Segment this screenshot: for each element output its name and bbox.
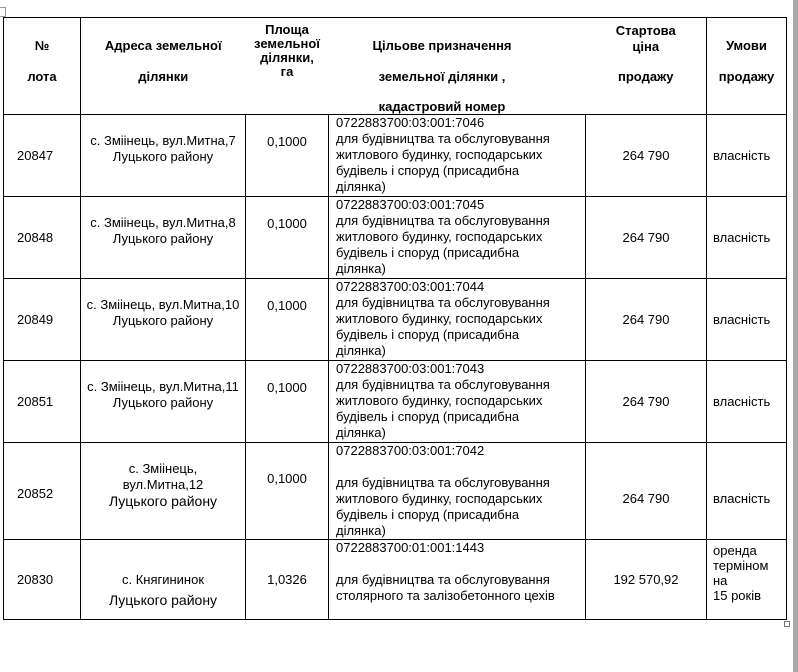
lot-price: 264 790 — [586, 115, 707, 197]
lot-terms: власність — [707, 279, 787, 361]
cadastral-number: 0722883700:03:001:7046 — [336, 115, 485, 130]
header-purpose-line3: кадастровий номер — [378, 99, 506, 114]
header-address — [81, 18, 246, 115]
lot-number: 20849 — [4, 279, 81, 361]
lot-terms: власність — [707, 115, 787, 197]
purpose-line: житлового будинку, господарських — [336, 393, 543, 408]
address-line: с. Зміінець, вул.Митна,7 — [90, 133, 236, 148]
lot-purpose — [329, 540, 586, 620]
lot-number: 20852 — [4, 443, 81, 540]
header-lot — [4, 18, 81, 115]
lot-area — [246, 115, 329, 197]
address-line: с. Княгининок — [121, 572, 205, 587]
area-value: 0,1000 — [267, 380, 307, 395]
cadastral-number: 0722883700:03:001:7045 — [336, 197, 485, 212]
lot-purpose — [329, 361, 586, 443]
purpose-line: житлового будинку, господарських — [336, 491, 543, 506]
lot-number: 20848 — [4, 197, 81, 279]
header-price-lines — [586, 23, 707, 55]
address-line: Луцького району — [112, 231, 214, 246]
purpose-line: для будівництва та обслуговування — [336, 295, 550, 310]
area-value: 1,0326 — [267, 572, 307, 587]
area-value: 0,1000 — [267, 471, 307, 486]
lot-terms: власність — [707, 361, 787, 443]
lot-address — [81, 443, 246, 540]
lot-address — [81, 115, 246, 197]
header-terms-line2: продажу — [718, 69, 775, 84]
purpose-line: ділянка) — [336, 261, 386, 276]
table-row — [4, 279, 787, 361]
purpose-line: для будівництва та обслуговування — [336, 213, 550, 228]
purpose-line: будівель і споруд (присадибна — [336, 409, 520, 424]
terms-line: 15 років — [713, 588, 762, 603]
lot-purpose — [329, 443, 586, 540]
header-lot-line1: № — [34, 38, 50, 53]
purpose-line: столярного та залізобетонного цехів — [336, 588, 555, 603]
table-row — [4, 197, 787, 279]
lot-area — [246, 540, 329, 620]
lot-purpose — [329, 279, 586, 361]
purpose-line: для будівництва та обслуговування — [336, 377, 550, 392]
table-resize-handle[interactable] — [784, 621, 790, 627]
address-line: с. Зміінець, вул.Митна,8 — [90, 215, 236, 230]
land-lots-table — [3, 17, 787, 620]
purpose-line: будівель і споруд (присадибна — [336, 163, 520, 178]
purpose-line: житлового будинку, господарських — [336, 311, 543, 326]
lot-area — [246, 361, 329, 443]
header-terms-line1: Умови — [726, 38, 767, 53]
header-area-line: ділянки, — [260, 50, 314, 65]
header-area-line: га — [280, 64, 294, 79]
lot-area — [246, 443, 329, 540]
purpose-line: будівель і споруд (присадибна — [336, 327, 520, 342]
cadastral-number: 0722883700:03:001:7043 — [336, 361, 485, 376]
lot-terms: власність — [707, 197, 787, 279]
cadastral-number: 0722883700:03:001:7044 — [336, 279, 485, 294]
lot-purpose — [329, 115, 586, 197]
cadastral-number: 0722883700:01:001:1443 — [336, 540, 485, 555]
purpose-line: будівель і споруд (присадибна — [336, 245, 520, 260]
purpose-line: для будівництва та обслуговування — [336, 475, 550, 490]
lot-terms — [707, 540, 787, 620]
cadastral-number: 0722883700:03:001:7042 — [336, 443, 485, 458]
lot-price: 264 790 — [586, 279, 707, 361]
lot-price: 192 570,92 — [586, 540, 707, 620]
lot-address — [81, 361, 246, 443]
address-line: с. Зміінець, вул.Митна,11 — [87, 379, 239, 394]
purpose-line: житлового будинку, господарських — [336, 229, 543, 244]
purpose-line: ділянка) — [336, 425, 386, 440]
lot-price: 264 790 — [586, 197, 707, 279]
purpose-line: для будівництва та обслуговування — [336, 131, 550, 146]
purpose-line: ділянка) — [336, 343, 386, 358]
lot-number: 20830 — [4, 540, 81, 620]
table-row — [4, 361, 787, 443]
vertical-scrollbar[interactable] — [793, 0, 798, 672]
address-line: с. Зміінець, — [128, 461, 198, 476]
header-price-line: Стартова — [615, 23, 676, 38]
purpose-line: ділянка) — [336, 179, 386, 194]
header-address-line2: ділянки — [138, 69, 189, 84]
address-line: Луцького району — [112, 395, 214, 410]
area-value: 0,1000 — [267, 216, 307, 231]
lot-price: 264 790 — [586, 361, 707, 443]
header-price-line: ціна — [632, 39, 660, 54]
header-area-line: земельної — [254, 36, 320, 51]
terms-line: терміном — [713, 558, 769, 573]
header-purpose-line2: земельної ділянки , — [378, 69, 506, 84]
purpose-line: для будівництва та обслуговування — [336, 572, 550, 587]
header-lot-line2: лота — [27, 69, 57, 84]
header-terms — [707, 18, 787, 115]
header-purpose-line1: Цільове призначення — [372, 38, 512, 53]
lot-number: 20851 — [4, 361, 81, 443]
header-price-line3: продажу — [618, 69, 674, 84]
lot-address — [81, 279, 246, 361]
lot-area — [246, 197, 329, 279]
terms-line: оренда — [713, 543, 757, 558]
purpose-line: будівель і споруд (присадибна — [336, 507, 520, 522]
lot-address — [81, 540, 246, 620]
table-row — [4, 115, 787, 197]
lot-price: 264 790 — [586, 443, 707, 540]
address-line: Луцького району — [108, 493, 218, 509]
table-move-handle[interactable] — [0, 7, 6, 17]
purpose-line: житлового будинку, господарських — [336, 147, 543, 162]
area-value: 0,1000 — [267, 134, 307, 149]
header-address-line1: Адреса земельної — [104, 38, 222, 53]
table-row — [4, 540, 787, 620]
address-line: вул.Митна,12 — [122, 477, 204, 492]
area-value: 0,1000 — [267, 298, 307, 313]
lot-number: 20847 — [4, 115, 81, 197]
purpose-line: ділянка) — [336, 523, 386, 538]
address-line: Луцького району — [108, 592, 218, 608]
table-row — [4, 443, 787, 540]
lot-terms: власність — [707, 443, 787, 540]
address-line: Луцького району — [112, 149, 214, 164]
address-line: Луцького району — [112, 313, 214, 328]
lot-address — [81, 197, 246, 279]
lot-purpose — [329, 197, 586, 279]
terms-line: на — [713, 573, 728, 588]
table-header-row — [4, 18, 787, 115]
lot-area — [246, 279, 329, 361]
address-line: с. Зміінець, вул.Митна,10 — [86, 297, 240, 312]
header-price — [586, 18, 707, 115]
header-purpose — [329, 18, 586, 115]
header-area-line: Площа — [265, 22, 309, 37]
